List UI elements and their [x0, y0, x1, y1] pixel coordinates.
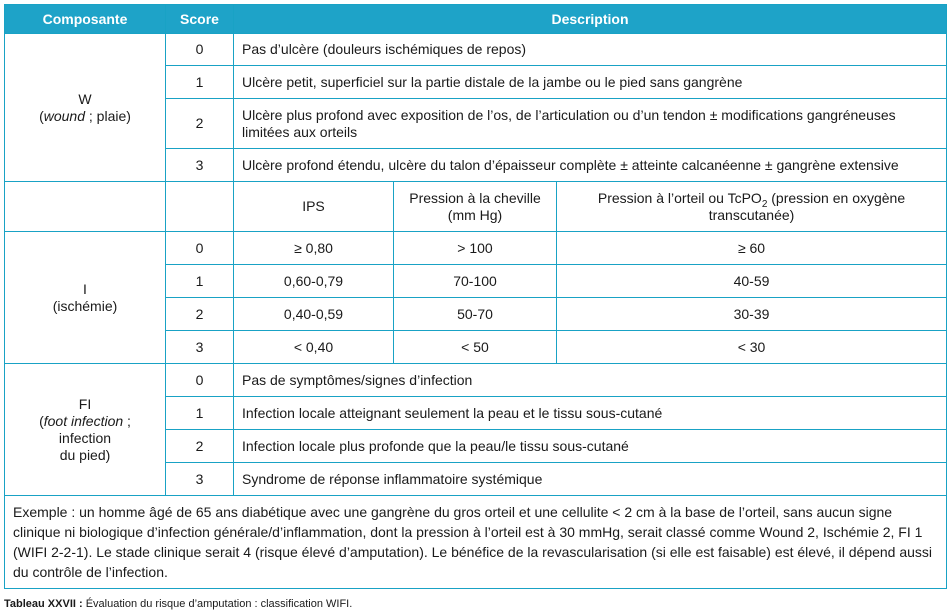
- orteil-header-line2: transcutanée): [708, 206, 795, 223]
- ischemia-ips-2: 0,40-0,59: [234, 298, 394, 331]
- cheville-header: [394, 182, 557, 232]
- wifi-classification-table: [4, 4, 947, 589]
- infection-score-2: 2: [166, 430, 234, 463]
- wound-label: W: [78, 90, 92, 107]
- ischemia-row-0: [5, 232, 947, 265]
- ischemia-ips-1: 0,60-0,79: [234, 265, 394, 298]
- infection-row-0: [5, 364, 947, 397]
- wound-score-0: 0: [166, 34, 234, 66]
- table-caption: [4, 598, 352, 610]
- ischemia-orteil-1: 40-59: [557, 265, 947, 298]
- infection-sublabel-rest: ;: [123, 412, 131, 429]
- ischemia-score-1: 1: [166, 265, 234, 298]
- orteil-header-pre: Pression à l’orteil ou TcPO: [597, 189, 762, 206]
- orteil-header-line1: [565, 189, 938, 210]
- caption-label: Tableau XXVII :: [4, 598, 83, 610]
- wound-sublabel-rest: ; plaie): [85, 107, 131, 124]
- ischemia-cheville-1: 70-100: [394, 265, 557, 298]
- header-composante: Composante: [5, 5, 166, 34]
- ischemia-subheader-row: [5, 182, 947, 232]
- ischemia-score-3: 3: [166, 331, 234, 364]
- infection-sublabel-line4: du pied): [59, 446, 111, 463]
- example-text: Exemple : un homme âgé de 65 ans diabétique avec une gangrène du gros orteil et une cellulite < 2 cm à la base de l’orteil, sans aucun signe clinique ni biologique d’infection générale/d’inflammation, dont la pression à l’orteil est à 30 mmHg, serait classé comme Wound 2, Ischémie 2, FI 1 (WIFI 2-2-1). Le stade clinique serait 4 (risque élevé d’amputation). Le bénéfice de la revascularisation (si elle est faisable) est élevé, il dépend aussi du contrôle de l’infection.: [5, 496, 947, 589]
- wound-component-cell: [5, 34, 166, 182]
- ischemia-orteil-0: ≥ 60: [557, 232, 947, 265]
- header-row: [5, 5, 947, 34]
- ischemia-label: I: [83, 280, 87, 297]
- infection-sublabel-italic: foot infection: [43, 412, 124, 429]
- wound-desc-3: Ulcère profond étendu, ulcère du talon d’épaisseur complète ± atteinte calcanéenne ± gangrène extensive: [234, 149, 947, 182]
- ischemia-score-0: 0: [166, 232, 234, 265]
- ischemia-orteil-3: < 30: [557, 331, 947, 364]
- ischemia-subheader-empty-1: [5, 182, 166, 232]
- ischemia-component-cell: [5, 232, 166, 364]
- orteil-header-post: (pression en oxygène: [767, 189, 906, 206]
- wound-score-3: 3: [166, 149, 234, 182]
- infection-desc-0: Pas de symptômes/signes d’infection: [234, 364, 947, 397]
- infection-sublabel-line3: infection: [58, 429, 112, 446]
- wound-score-2: 2: [166, 99, 234, 149]
- caption-text: Évaluation du risque d’amputation : classification WIFI.: [82, 598, 353, 610]
- orteil-header: [557, 182, 947, 232]
- infection-component-cell: [5, 364, 166, 496]
- infection-score-1: 1: [166, 397, 234, 430]
- header-description: Description: [234, 5, 947, 34]
- cheville-header-line1: Pression à la cheville: [409, 189, 541, 206]
- infection-label: FI: [78, 395, 92, 412]
- wound-desc-0: Pas d’ulcère (douleurs ischémiques de repos): [234, 34, 947, 66]
- wound-desc-1: Ulcère petit, superficiel sur la partie distale de la jambe ou le pied sans gangrène: [234, 66, 947, 99]
- orteil-header-sub: 2: [761, 198, 768, 210]
- ips-header: IPS: [234, 182, 394, 232]
- ischemia-cheville-0: > 100: [394, 232, 557, 265]
- infection-desc-3: Syndrome de réponse inflammatoire systémique: [234, 463, 947, 496]
- header-score: Score: [166, 5, 234, 34]
- wifi-table-container: [4, 4, 946, 589]
- ischemia-cheville-2: 50-70: [394, 298, 557, 331]
- ischemia-subheader-empty-2: [166, 182, 234, 232]
- ischemia-score-2: 2: [166, 298, 234, 331]
- infection-score-3: 3: [166, 463, 234, 496]
- cheville-header-line2: (mm Hg): [447, 206, 503, 223]
- wound-score-1: 1: [166, 66, 234, 99]
- ischemia-sublabel: (ischémie): [52, 297, 118, 314]
- infection-score-0: 0: [166, 364, 234, 397]
- infection-sublabel: (foot infection ;: [39, 412, 131, 429]
- infection-desc-2: Infection locale plus profonde que la peau/le tissu sous-cutané: [234, 430, 947, 463]
- example-row: [5, 496, 947, 589]
- ischemia-ips-0: ≥ 0,80: [234, 232, 394, 265]
- wound-sublabel: (wound ; plaie): [39, 107, 131, 124]
- ischemia-cheville-3: < 50: [394, 331, 557, 364]
- wound-sublabel-italic: wound: [43, 107, 85, 124]
- wound-desc-2: Ulcère plus profond avec exposition de l’os, de l’articulation ou d’un tendon ± modifications gangréneuses limitées aux orteils: [234, 99, 947, 149]
- ischemia-ips-3: < 0,40: [234, 331, 394, 364]
- wound-row-0: [5, 34, 947, 66]
- ischemia-orteil-2: 30-39: [557, 298, 947, 331]
- infection-desc-1: Infection locale atteignant seulement la peau et le tissu sous-cutané: [234, 397, 947, 430]
